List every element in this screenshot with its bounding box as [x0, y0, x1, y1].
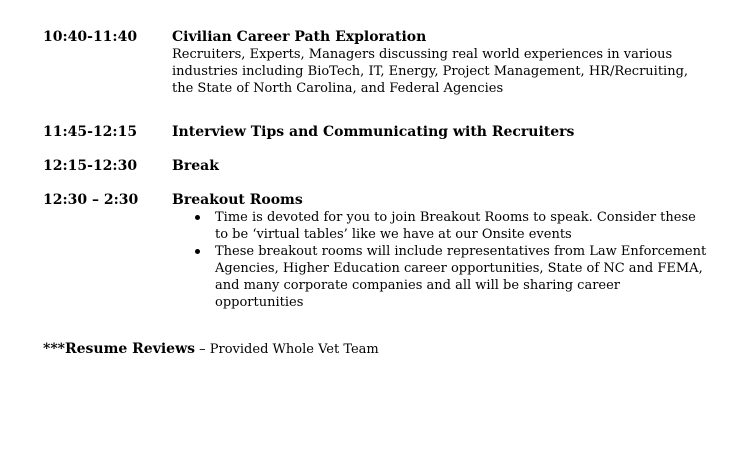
schedule-time: 12:30 – 2:30 — [43, 192, 139, 208]
schedule-description: Recruiters, Experts, Managers discussing real world experiences in various industries including BioTech, IT, Energy, Project Management, HR/Recruiting, the State of North Carolina, and Federal Agencies — [172, 47, 689, 96]
schedule-title: Break — [172, 158, 219, 174]
list-item — [172, 243, 712, 311]
bullet-list — [172, 209, 712, 311]
bullet-text: Time is devoted for you to join Breakout Rooms to speak. Consider these to be ‘virtual tables’ like we have at our Onsite events — [215, 210, 696, 242]
schedule-content — [172, 192, 712, 311]
resume-reviews-provider: – Provided Whole Vet Team — [195, 342, 379, 357]
schedule-time: 12:15-12:30 — [43, 158, 138, 174]
resume-reviews-note — [43, 341, 379, 358]
list-item — [172, 209, 712, 243]
schedule-content — [172, 158, 712, 175]
bullet-icon — [195, 249, 200, 254]
bullet-icon — [195, 215, 200, 220]
schedule-content — [172, 124, 712, 141]
resume-reviews-label: ***Resume Reviews — [43, 341, 195, 357]
schedule-title: Civilian Career Path Exploration — [172, 29, 427, 45]
bullet-text: These breakout rooms will include representatives from Law Enforcement Agencies, Higher Education career opportunities, State of NC and FEMA, and many corporate companies and all will be sharing career opportunities — [215, 244, 707, 310]
schedule-title: Interview Tips and Communicating with Recruiters — [172, 124, 575, 140]
schedule-time: 11:45-12:15 — [43, 124, 138, 140]
schedule-title: Breakout Rooms — [172, 192, 303, 208]
schedule-time: 10:40-11:40 — [43, 29, 138, 45]
schedule-content — [172, 29, 712, 97]
